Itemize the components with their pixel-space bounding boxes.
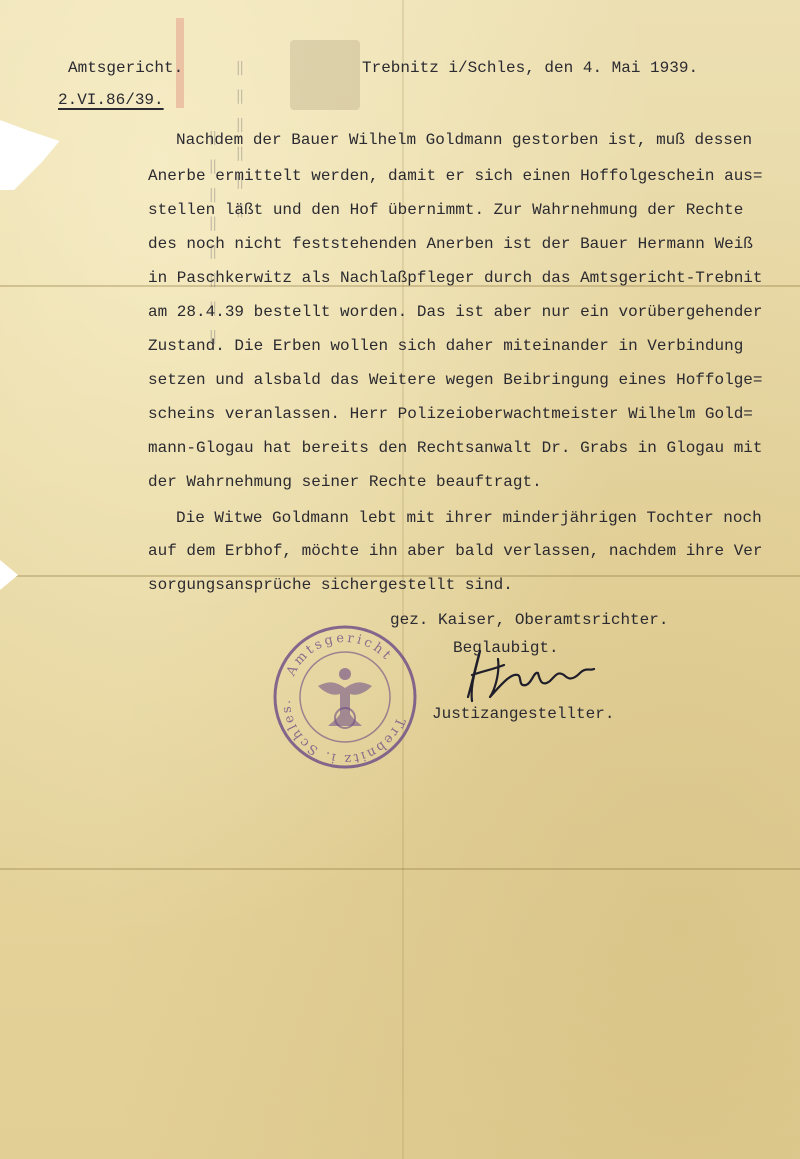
official-role: Justizangestellter. — [432, 705, 615, 723]
certified-label: Beglaubigt. — [453, 639, 559, 657]
court-name: Amtsgericht. — [68, 59, 184, 77]
handwritten-signature — [460, 645, 600, 705]
body-line: der Wahrnehmung seiner Rechte beauftragt. — [148, 473, 542, 491]
body-line: am 28.4.39 bestellt worden. Das ist aber nur ein vorübergehender — [148, 303, 763, 321]
signed-by: gez. Kaiser, Oberamtsrichter. — [390, 611, 669, 629]
svg-text:Amtsgericht: Amtsgericht — [283, 630, 396, 679]
bleed-through-text: ‖ ‖ ‖ ‖ ‖ ‖ ‖ ‖ — [205, 130, 221, 348]
bleed-through-mark — [290, 40, 360, 110]
fold-line — [0, 868, 800, 870]
body-line: scheins veranlassen. Herr Polizeioberwachtmeister Wilhelm Gold= — [148, 405, 753, 423]
place-date: Trebnitz i/Schles, den 4. Mai 1939. — [362, 59, 699, 77]
reference-number: 2.VI.86/39. — [58, 91, 164, 109]
body-line: Die Witwe Goldmann lebt mit ihrer minderjährigen Tochter noch — [176, 509, 762, 527]
body-line: stellen läßt und den Hof übernimmt. Zur Wahrnehmung der Rechte — [148, 201, 744, 219]
body-line: Zustand. Die Erben wollen sich daher miteinander in Verbindung — [148, 337, 744, 355]
bleed-through-text: ‖ ‖ ‖ ‖ ‖ ‖ — [232, 60, 248, 221]
body-line: sorgungsansprüche sichergestellt sind. — [148, 576, 513, 594]
body-line: Nachdem der Bauer Wilhelm Goldmann gestorben ist, muß dessen — [176, 131, 753, 149]
court-seal-stamp — [270, 622, 420, 772]
body-line: Anerbe ermittelt werden, damit er sich einen Hoffolgeschein aus= — [148, 167, 763, 185]
body-line: auf dem Erbhof, möchte ihn aber bald verlassen, nachdem ihre Ver — [148, 542, 763, 560]
svg-text:Trebnitz i. Schles.: Trebnitz i. Schles. — [278, 697, 408, 767]
body-line: setzen und alsbald das Weitere wegen Beibringung eines Hoffolge= — [148, 371, 763, 389]
torn-edge — [0, 560, 18, 590]
body-line: mann-Glogau hat bereits den Rechtsanwalt Dr. Grabs in Glogau mit — [148, 439, 763, 457]
body-line: des noch nicht feststehenden Anerben ist der Bauer Hermann Weiß — [148, 235, 753, 253]
torn-edge — [0, 120, 70, 190]
body-line: in Paschkerwitz als Nachlaßpfleger durch das Amtsgericht-Trebnit — [148, 269, 763, 287]
